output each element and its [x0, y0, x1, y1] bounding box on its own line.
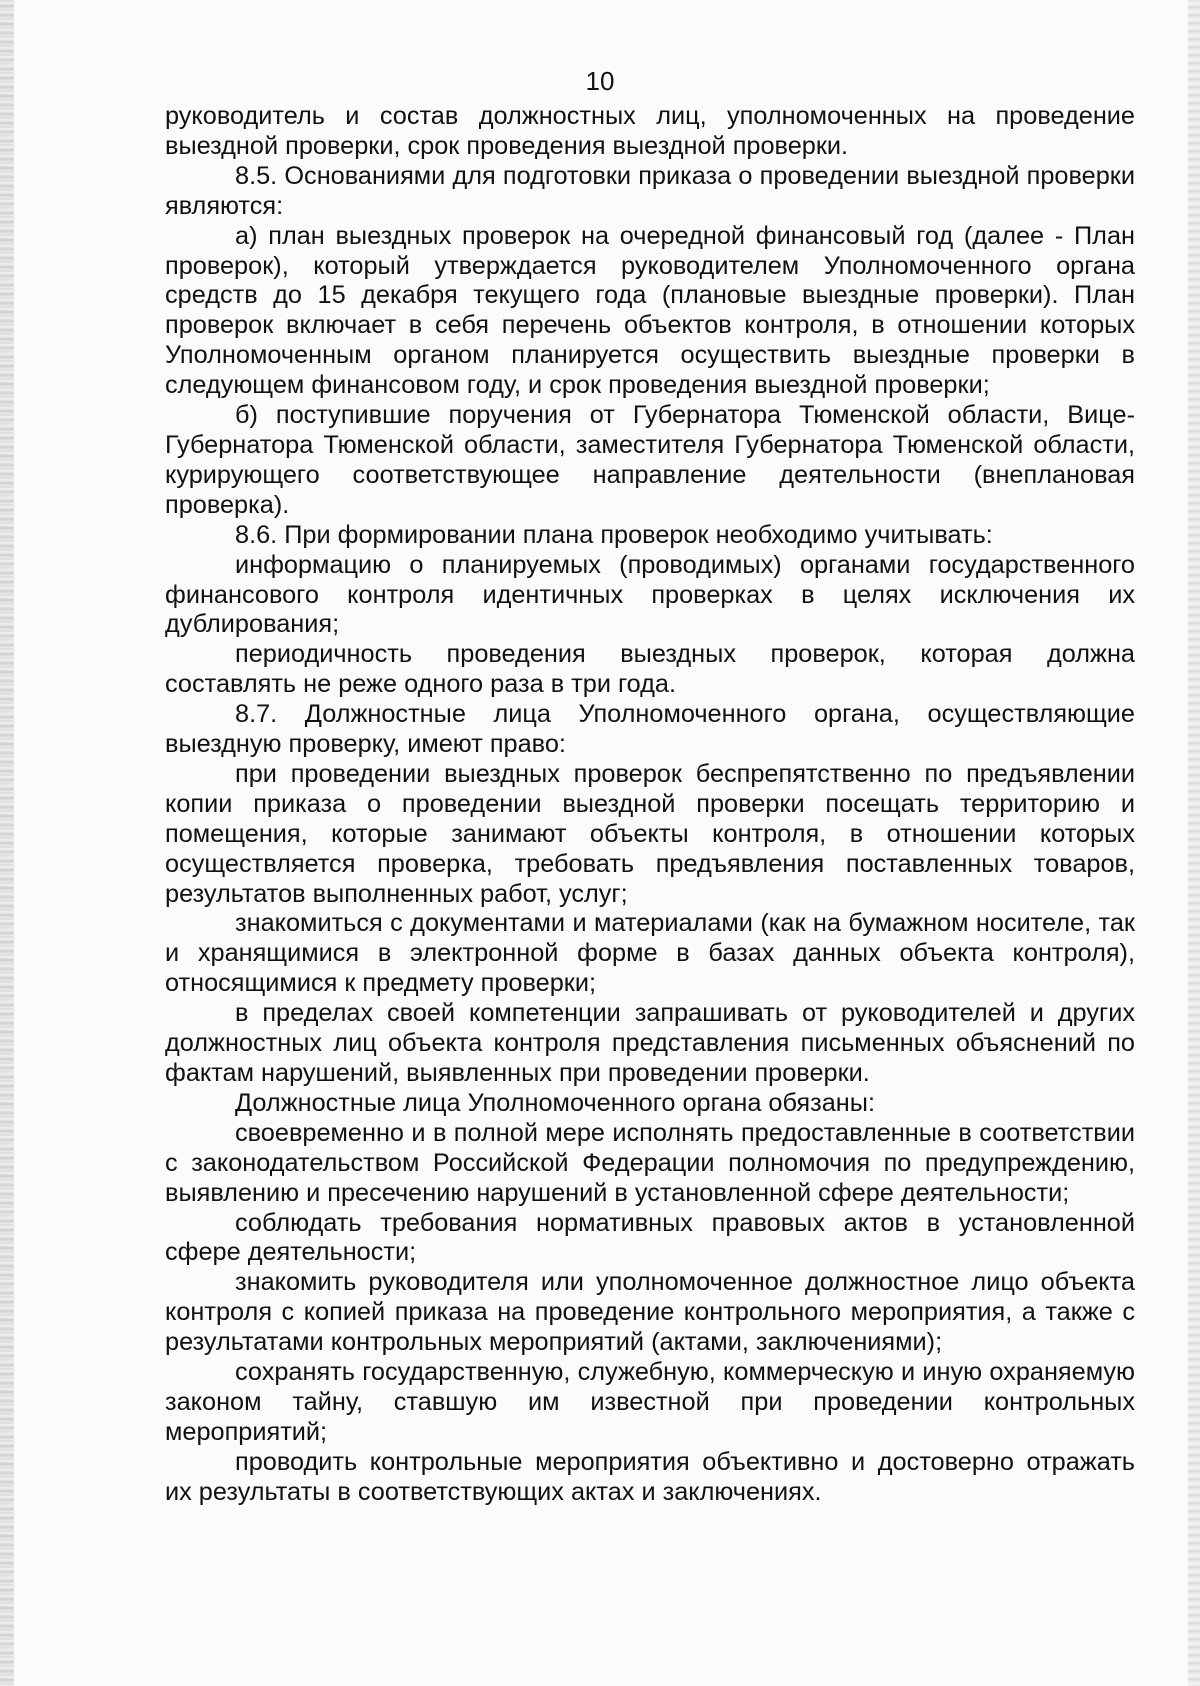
page-number: 10: [585, 66, 615, 96]
paragraph-8-6-item-1: информацию о планируемых (проводимых) органами государственного финансового контроля идентичных проверках в целях исключения их дублирования;: [165, 550, 1135, 639]
paragraph-8-7-right-2: знакомиться с документами и материалами (как на бумажном носителе, так и хранящимися в электронной форме в базах данных объекта контроля), относящимися к предмету проверки;: [165, 909, 1135, 998]
paragraph-8-5-a: а) план выездных проверок на очередной финансовый год (далее - План проверок), который утверждается руководителем Уполномоченного органа средств до 15 декабря текущего года (плановые выездные проверки). План проверок включает в себя перечень объектов контроля, в отношении которых Уполномоченным органом планируется осуществить выездные проверки в следующем финансовом году, и срок проведения выездной проверки;: [165, 221, 1135, 400]
paragraph-8-5: 8.5. Основаниями для подготовки приказа о проведении выездной проверки являются:: [165, 161, 1135, 220]
document-body: [165, 102, 1135, 1508]
paragraph-continuation: руководитель и состав должностных лиц, уполномоченных на проведение выездной проверки, срок проведения выездной проверки.: [165, 102, 1135, 160]
paragraph-8-7-right-1: при проведении выездных проверок беспрепятственно по предъявлении копии приказа о проведении выездной проверки посещать территорию и помещения, которые занимают объекты контроля, в отношении которых осуществляется проверка, требовать предъявления поставленных товаров, результатов выполненных работ, услуг;: [165, 759, 1135, 908]
paragraph-8-6: 8.6. При формировании плана проверок необходимо учитывать:: [235, 520, 993, 549]
paragraph-8-5-b: б) поступившие поручения от Губернатора Тюменской области, Вице-Губернатора Тюменской области, заместителя Губернатора Тюменской области, курирующего соответствующее направление деятельности (внеплановая проверка).: [165, 401, 1135, 519]
scan-edge-right: [1188, 0, 1200, 1686]
paragraph-obligation-1: своевременно и в полной мере исполнять предоставленные в соответствии с законодательством Российской Федерации полномочия по предупреждению, выявлению и пресечению нарушений в установленной сфере деятельности;: [165, 1118, 1135, 1207]
paragraph-8-6-item-2: периодичность проведения выездных проверок, которая должна составлять не реже одного раза в три года.: [165, 640, 1135, 699]
paragraph-obligation-3: знакомить руководителя или уполномоченное должностное лицо объекта контроля с копией приказа на проведение контрольного мероприятия, а также с результатами контрольных мероприятий (актами, заключениями);: [165, 1268, 1135, 1357]
scan-edge-left: [0, 0, 14, 1686]
paragraph-8-7: 8.7. Должностные лица Уполномоченного органа, осуществляющие выездную проверку, имеют право:: [165, 700, 1135, 759]
paragraph-obligations-heading: Должностные лица Уполномоченного органа обязаны:: [235, 1088, 875, 1117]
paragraph-obligation-5: проводить контрольные мероприятия объективно и достоверно отражать их результаты в соответствующих актах и заключениях.: [165, 1447, 1135, 1506]
paragraph-8-7-right-3: в пределах своей компетенции запрашивать от руководителей и других должностных лиц объекта контроля представления письменных объяснений по фактам нарушений, выявленных при проведении проверки.: [165, 999, 1135, 1087]
paragraph-obligation-4: сохранять государственную, служебную, коммерческую и иную охраняемую законом тайну, ставшую им известной при проведении контрольных мероприятий;: [165, 1358, 1135, 1446]
paragraph-obligation-2: соблюдать требования нормативных правовых актов в установленной сфере деятельности;: [165, 1208, 1135, 1267]
